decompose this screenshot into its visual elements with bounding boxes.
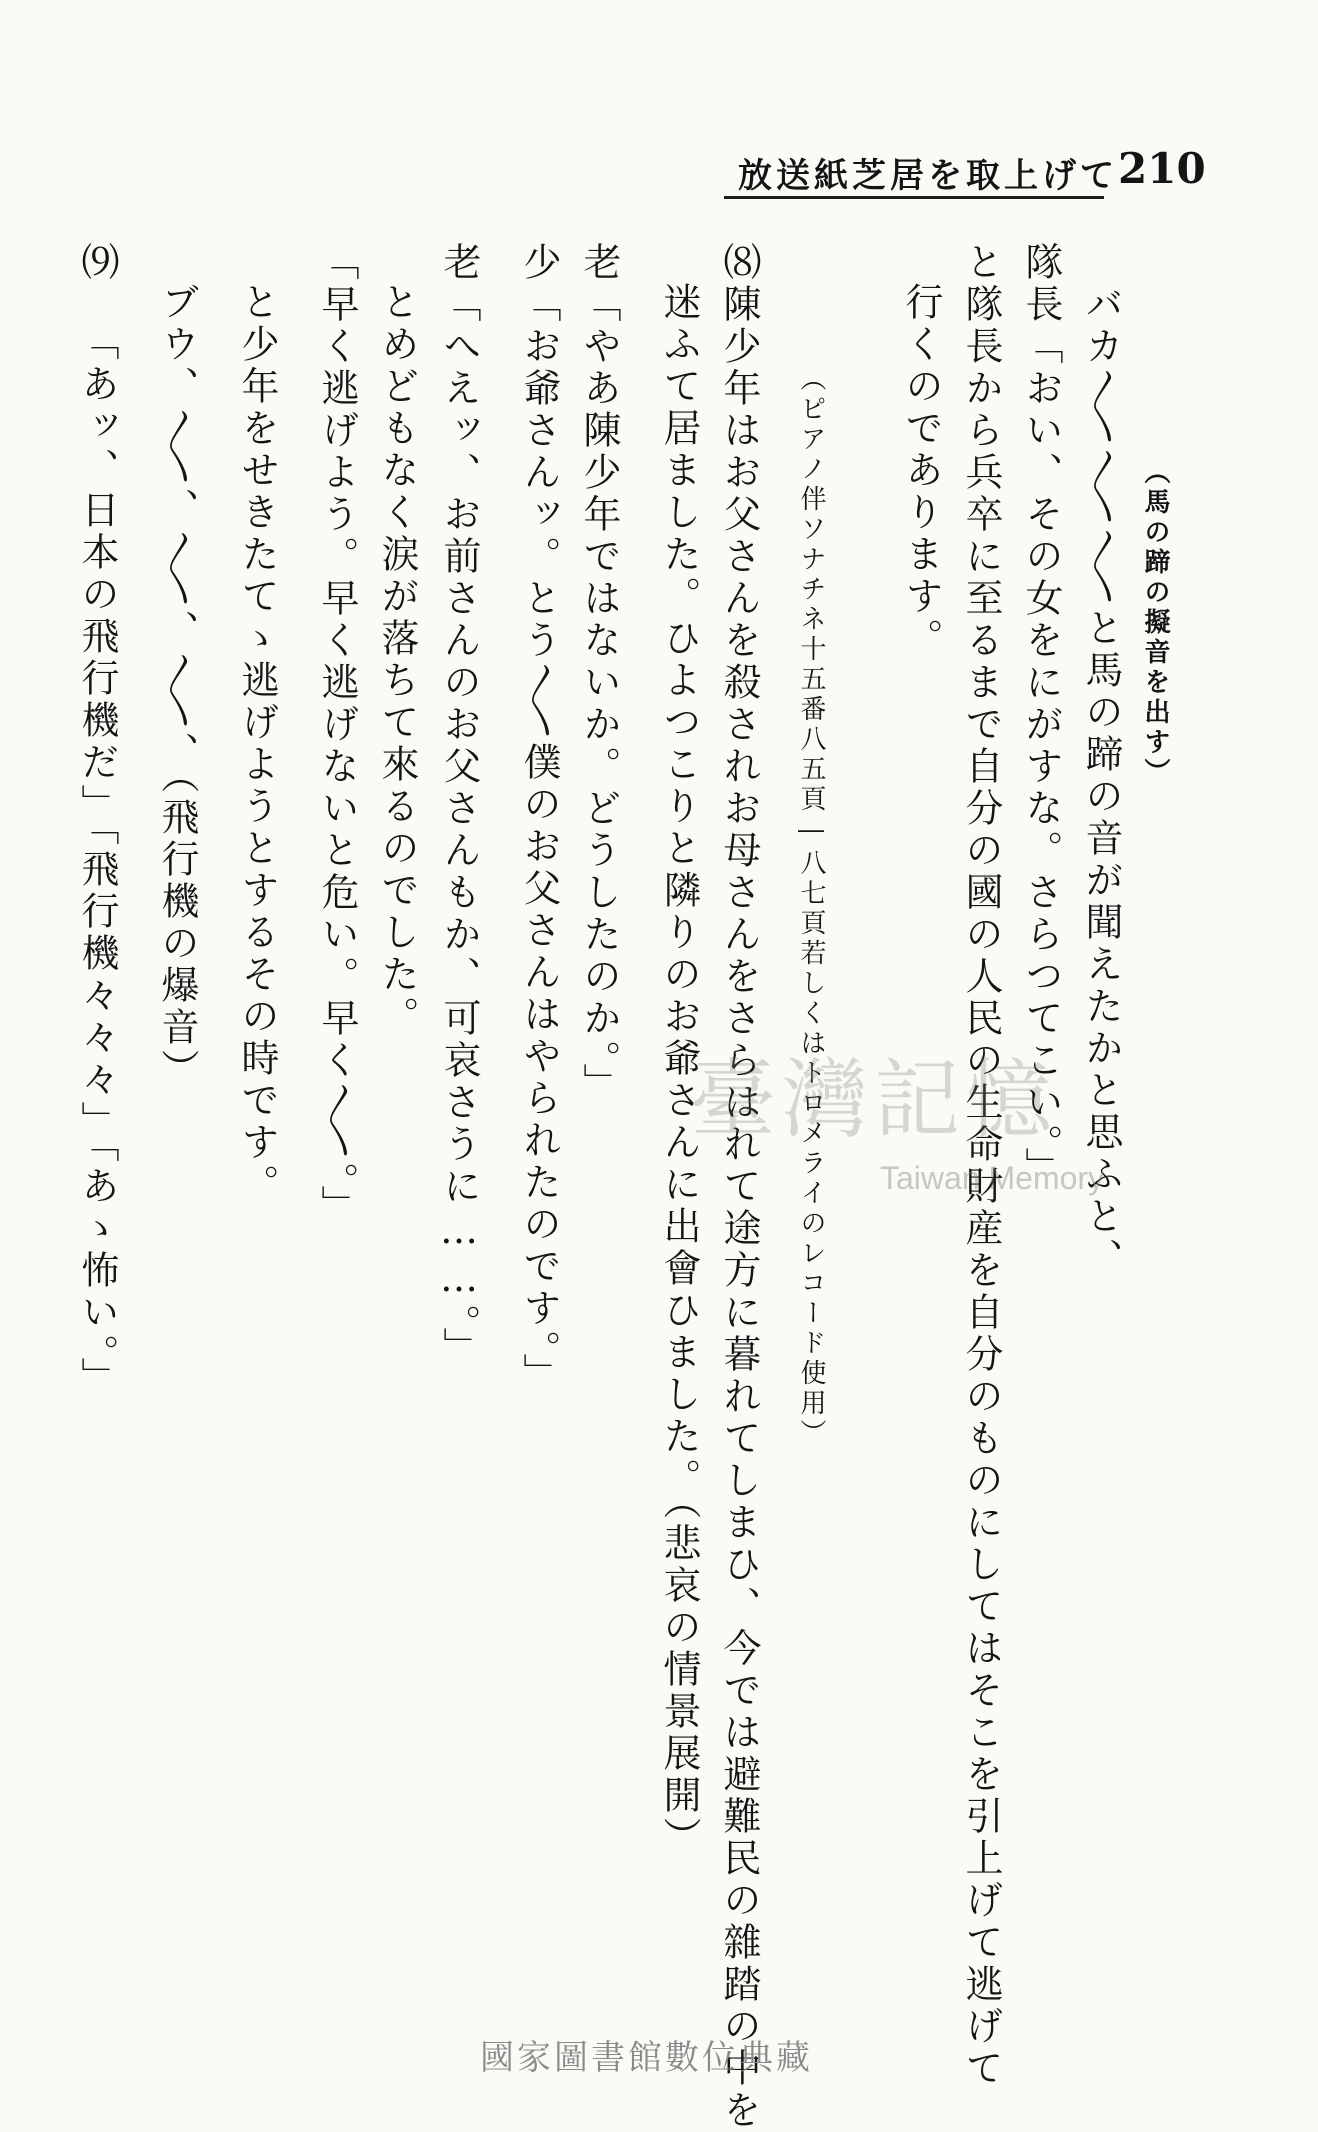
text-column: 「あッ、日本の飛行機だ」「飛行機々々々」「あゝ怖い。」	[75, 322, 119, 1399]
text-column: 隊長「おい、その女をにがすな。さらつてこい。」	[1019, 242, 1063, 1189]
text-column: ⑻陳少年はお父さんを殺されお母さんをさらはれて途方に暮れてしまひ、今では避難民の雜踏の中を	[717, 242, 761, 2132]
page-number: 210	[1118, 144, 1206, 193]
text-column: 迷ふて居ました。ひよつこりと隣りのお爺さんに出會ひました。（悲哀の情景展開）	[657, 282, 701, 1859]
text-column: （馬の蹄の擬音を出す）	[1140, 458, 1170, 788]
text-column: と隊長から兵卒に至るまで自分の國の人民の生命財産を自分のものにしてはそこを引上げて逃げて	[959, 242, 1003, 2090]
text-column: とめどもなく涙が落ちて來るのでした。	[375, 282, 419, 1038]
text-column: と少年をせきたてゝ逃げようとするその時です。	[235, 282, 279, 1206]
text-column: 行くのであります。	[899, 282, 943, 660]
text-column: バカ〳〵〳〵〳〵と馬の蹄の音が聞えたかと思ふと、	[1079, 284, 1123, 1280]
archive-footer: 國家圖書館數位典藏	[480, 2038, 813, 2078]
text-column: ブウ、〳〵、〳〵、〳〵、（飛行機の爆音）	[155, 282, 199, 1091]
page-header-title: 放送紙芝居を取上げて	[738, 156, 1118, 196]
text-column: 少「お爺さんッ。とう〳〵僕のお父さんはやられたのです。」	[517, 242, 561, 1395]
text-column: 「早く逃げよう。早く逃げないと危い。早く〳〵。」	[315, 242, 359, 1227]
watermark-logo: 臺灣記憶	[690, 1050, 1058, 1150]
text-column: 老「へえッ、お前さんのお父さんもか、可哀さうに……。」	[437, 242, 481, 1369]
header-rule	[724, 196, 1104, 199]
text-column: 老「やあ陳少年ではないか。どうしたのか。」	[577, 242, 621, 1105]
section-number: ⑼	[75, 242, 119, 284]
text-column: （ピアノ伴ソナチネ十五番八五頁―八七頁若しくはトロメライのレコード使用）	[796, 365, 826, 1449]
watermark-logo-subtitle: Taiwan Memory	[880, 1160, 1105, 1196]
